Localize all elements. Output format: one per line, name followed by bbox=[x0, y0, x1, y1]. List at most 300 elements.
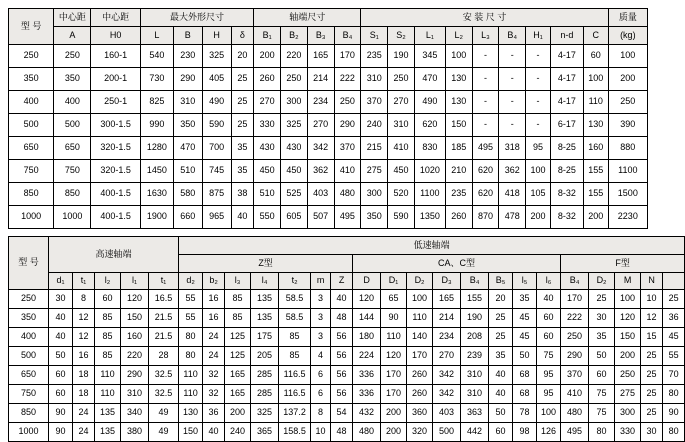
t2-col-l4: l₄ bbox=[251, 273, 279, 290]
cell: 234 bbox=[433, 328, 461, 347]
cell: 8-32 bbox=[550, 183, 583, 206]
cell: 470 bbox=[173, 137, 202, 160]
cell: 100 bbox=[608, 45, 647, 68]
t2-col-d2: d₂ bbox=[179, 273, 203, 290]
cell: 205 bbox=[251, 347, 279, 366]
dimensions-table bbox=[8, 8, 648, 229]
cell: 4-17 bbox=[550, 45, 583, 68]
t1-col-H1: H₁ bbox=[526, 27, 551, 45]
cell: 200 bbox=[526, 206, 551, 229]
cell: - bbox=[472, 68, 499, 91]
cell: 12 bbox=[73, 309, 95, 328]
cell: 32.5 bbox=[149, 366, 179, 385]
t2-col-D2f: D₂ bbox=[589, 273, 615, 290]
cell: 10 bbox=[641, 290, 663, 309]
cell: 310 bbox=[173, 91, 202, 114]
cell: 120 bbox=[615, 309, 641, 328]
cell: 170 bbox=[381, 385, 407, 404]
t2-col-l1: l₁ bbox=[121, 273, 149, 290]
cell: 55 bbox=[663, 347, 685, 366]
cell: 85 bbox=[95, 347, 121, 366]
cell: 320 bbox=[407, 423, 433, 442]
cell: 40 bbox=[537, 290, 561, 309]
cell: 235 bbox=[361, 45, 388, 68]
cell: 250 bbox=[280, 68, 307, 91]
t2-col-l3: l₃ bbox=[225, 273, 251, 290]
cell: 100 bbox=[583, 68, 608, 91]
cell: 239 bbox=[461, 347, 489, 366]
t2-col-l2: l₂ bbox=[95, 273, 121, 290]
cell: 410 bbox=[334, 160, 361, 183]
cell: 90 bbox=[49, 404, 73, 423]
cell: 65 bbox=[381, 290, 407, 309]
cell: 410 bbox=[561, 385, 589, 404]
cell: 68 bbox=[513, 385, 537, 404]
cell: 55 bbox=[179, 309, 203, 328]
cell: 700 bbox=[202, 137, 231, 160]
cell: 80 bbox=[179, 347, 203, 366]
t1-col-S1: S₁ bbox=[361, 27, 388, 45]
cell: 318 bbox=[499, 137, 526, 160]
cell: 16 bbox=[203, 309, 225, 328]
cell: 222 bbox=[334, 68, 361, 91]
t1-col-B: B bbox=[173, 27, 202, 45]
cell: 1000 bbox=[54, 206, 91, 229]
cell: 250 bbox=[561, 328, 589, 347]
cell: 24 bbox=[203, 328, 225, 347]
cell: 450 bbox=[388, 160, 415, 183]
t2-col-M: M bbox=[615, 273, 641, 290]
t2-col-D1: D₁ bbox=[381, 273, 407, 290]
cell: 8 bbox=[311, 404, 331, 423]
cell: 4-17 bbox=[550, 68, 583, 91]
cell: 370 bbox=[361, 91, 388, 114]
cell: 400-1.5 bbox=[91, 183, 140, 206]
cell: 750 bbox=[9, 160, 54, 183]
cell: 350 bbox=[9, 68, 54, 91]
cell: 4 bbox=[311, 347, 331, 366]
cell: 10 bbox=[311, 423, 331, 442]
cell: 336 bbox=[353, 385, 381, 404]
cell: 40 bbox=[489, 366, 513, 385]
cell: 6-17 bbox=[550, 114, 583, 137]
cell: 450 bbox=[280, 160, 307, 183]
t1-header-model: 型 号 bbox=[9, 9, 54, 45]
cell: 110 bbox=[583, 91, 608, 114]
cell: 85 bbox=[95, 328, 121, 347]
t2-col-B5: B₅ bbox=[489, 273, 513, 290]
table-row bbox=[9, 206, 648, 229]
cell: 155 bbox=[461, 290, 489, 309]
cell: 363 bbox=[461, 404, 489, 423]
cell: 234 bbox=[307, 91, 334, 114]
t1-col-S2: S₂ bbox=[388, 27, 415, 45]
cell: 220 bbox=[121, 347, 149, 366]
t2-col-D: D bbox=[353, 273, 381, 290]
cell: 95 bbox=[537, 385, 561, 404]
cell: 510 bbox=[173, 160, 202, 183]
table-row bbox=[9, 114, 648, 137]
cell: 30 bbox=[49, 290, 73, 309]
cell: 215 bbox=[361, 137, 388, 160]
cell: 110 bbox=[179, 366, 203, 385]
cell: 400 bbox=[9, 91, 54, 114]
cell: 85 bbox=[279, 347, 311, 366]
cell: 250 bbox=[388, 68, 415, 91]
cell: - bbox=[526, 45, 551, 68]
cell: 403 bbox=[307, 183, 334, 206]
cell: 400 bbox=[9, 328, 49, 347]
cell: 965 bbox=[202, 206, 231, 229]
t2-col-extra1 bbox=[663, 273, 685, 290]
t1-col-H: H bbox=[202, 27, 231, 45]
t2-header-high-speed: 高速轴端 bbox=[49, 237, 179, 273]
t2-col-b2: b₂ bbox=[203, 273, 225, 290]
cell: 490 bbox=[414, 91, 445, 114]
cell: 85 bbox=[225, 309, 251, 328]
cell: 450 bbox=[254, 160, 281, 183]
cell: 3 bbox=[311, 290, 331, 309]
cell: 650 bbox=[54, 137, 91, 160]
table-row bbox=[9, 404, 685, 423]
cell: 25 bbox=[489, 328, 513, 347]
cell: 300 bbox=[280, 91, 307, 114]
cell: 24 bbox=[73, 404, 95, 423]
cell: 110 bbox=[95, 366, 121, 385]
cell: 336 bbox=[353, 366, 381, 385]
cell: 200 bbox=[608, 68, 647, 91]
cell: 12 bbox=[641, 309, 663, 328]
cell: 160 bbox=[121, 328, 149, 347]
cell: 1280 bbox=[140, 137, 173, 160]
shaft-end-table bbox=[8, 236, 685, 442]
cell: 98 bbox=[513, 423, 537, 442]
cell: 60 bbox=[489, 423, 513, 442]
cell: 75 bbox=[589, 404, 615, 423]
cell: 290 bbox=[121, 366, 149, 385]
cell: 16 bbox=[73, 347, 95, 366]
t1-col-delta: δ bbox=[231, 27, 254, 45]
table-row bbox=[9, 183, 648, 206]
cell: 160 bbox=[583, 137, 608, 160]
cell: 160-1 bbox=[91, 45, 140, 68]
t1-col-A: A bbox=[54, 27, 91, 45]
cell: 342 bbox=[433, 366, 461, 385]
cell: 150 bbox=[445, 114, 472, 137]
table-row bbox=[9, 290, 685, 309]
cell: 6 bbox=[311, 366, 331, 385]
cell: 2230 bbox=[608, 206, 647, 229]
cell: - bbox=[499, 91, 526, 114]
cell: 1000 bbox=[9, 423, 49, 442]
t1-header-mass: 质量 bbox=[608, 9, 647, 27]
cell: 16.5 bbox=[149, 290, 179, 309]
cell: 135 bbox=[95, 423, 121, 442]
cell: 620 bbox=[472, 183, 499, 206]
cell: 250-1 bbox=[91, 91, 140, 114]
cell: 400-1.5 bbox=[91, 206, 140, 229]
cell: - bbox=[499, 68, 526, 91]
cell: 350 bbox=[9, 309, 49, 328]
t1-col-L2: L₂ bbox=[445, 27, 472, 45]
cell: 650 bbox=[9, 137, 54, 160]
cell: 660 bbox=[173, 206, 202, 229]
cell: 220 bbox=[280, 45, 307, 68]
cell: 32.5 bbox=[149, 385, 179, 404]
cell: 15 bbox=[641, 328, 663, 347]
cell: 25 bbox=[489, 309, 513, 328]
cell: 144 bbox=[353, 309, 381, 328]
cell: 1020 bbox=[414, 160, 445, 183]
cell: 390 bbox=[608, 114, 647, 137]
cell: 325 bbox=[202, 45, 231, 68]
cell: 200-1 bbox=[91, 68, 140, 91]
cell: 80 bbox=[663, 385, 685, 404]
cell: 290 bbox=[334, 114, 361, 137]
cell: 25 bbox=[231, 91, 254, 114]
t1-col-H0: H0 bbox=[91, 27, 140, 45]
cell: 38 bbox=[231, 183, 254, 206]
t1-header-center-distance-h0: 中心距 bbox=[91, 9, 140, 27]
t2-header-low-speed: 低速轴端 bbox=[179, 237, 685, 255]
t2-header-z-type: Z型 bbox=[179, 255, 353, 273]
cell: 120 bbox=[121, 290, 149, 309]
cell: 8-25 bbox=[550, 160, 583, 183]
cell: 80 bbox=[589, 423, 615, 442]
cell: 100 bbox=[537, 404, 561, 423]
cell: 90 bbox=[381, 309, 407, 328]
cell: 300 bbox=[615, 404, 641, 423]
cell: 95 bbox=[537, 366, 561, 385]
cell: 165 bbox=[307, 45, 334, 68]
cell: 56 bbox=[331, 366, 353, 385]
cell: 290 bbox=[561, 347, 589, 366]
t2-col-N: N bbox=[641, 273, 663, 290]
cell: 200 bbox=[225, 404, 251, 423]
cell: 285 bbox=[251, 366, 279, 385]
cell: 130 bbox=[179, 404, 203, 423]
cell: 180 bbox=[353, 328, 381, 347]
cell: 285 bbox=[251, 385, 279, 404]
cell: 25 bbox=[231, 68, 254, 91]
cell: 214 bbox=[433, 309, 461, 328]
cell: 56 bbox=[331, 347, 353, 366]
cell: 340 bbox=[121, 404, 149, 423]
t2-col-B4: B₄ bbox=[461, 273, 489, 290]
cell: 85 bbox=[279, 328, 311, 347]
cell: 370 bbox=[561, 366, 589, 385]
t1-col-B1: B₁ bbox=[254, 27, 281, 45]
cell: 60 bbox=[537, 309, 561, 328]
cell: 200 bbox=[615, 347, 641, 366]
cell: 45 bbox=[513, 328, 537, 347]
cell: 325 bbox=[280, 114, 307, 137]
t1-header-center-distance-a: 中心距 bbox=[54, 9, 91, 27]
cell: 18 bbox=[73, 385, 95, 404]
t2-col-l5: l₅ bbox=[513, 273, 537, 290]
cell: 40 bbox=[49, 309, 73, 328]
cell: 165 bbox=[225, 366, 251, 385]
cell: 100 bbox=[445, 45, 472, 68]
cell: - bbox=[526, 91, 551, 114]
cell: 550 bbox=[254, 206, 281, 229]
cell: 36 bbox=[203, 404, 225, 423]
cell: 250 bbox=[9, 45, 54, 68]
table-row bbox=[9, 423, 685, 442]
cell: 6 bbox=[311, 385, 331, 404]
cell: 30 bbox=[589, 309, 615, 328]
cell: 120 bbox=[353, 290, 381, 309]
cell: 208 bbox=[461, 328, 489, 347]
cell: 135 bbox=[95, 404, 121, 423]
cell: 40 bbox=[203, 423, 225, 442]
cell: 830 bbox=[414, 137, 445, 160]
cell: 85 bbox=[225, 290, 251, 309]
cell: 105 bbox=[526, 183, 551, 206]
cell: 116.5 bbox=[279, 366, 311, 385]
t2-col-m: m bbox=[311, 273, 331, 290]
cell: 500 bbox=[54, 114, 91, 137]
cell: 480 bbox=[353, 423, 381, 442]
cell: 54 bbox=[331, 404, 353, 423]
cell: - bbox=[472, 114, 499, 137]
cell: 130 bbox=[445, 68, 472, 91]
cell: 430 bbox=[280, 137, 307, 160]
t2-header-model: 型 号 bbox=[9, 237, 49, 290]
t2-col-D3: D₃ bbox=[433, 273, 461, 290]
cell: 250 bbox=[334, 91, 361, 114]
cell: 200 bbox=[583, 206, 608, 229]
cell: 310 bbox=[388, 114, 415, 137]
cell: 350 bbox=[361, 206, 388, 229]
cell: 250 bbox=[608, 91, 647, 114]
cell: 24 bbox=[73, 423, 95, 442]
cell: 403 bbox=[433, 404, 461, 423]
cell: 880 bbox=[608, 137, 647, 160]
cell: 330 bbox=[254, 114, 281, 137]
cell: 250 bbox=[615, 366, 641, 385]
cell: 478 bbox=[499, 206, 526, 229]
cell: 1000 bbox=[9, 206, 54, 229]
cell: 32 bbox=[203, 385, 225, 404]
cell: 500 bbox=[433, 423, 461, 442]
cell: 8-32 bbox=[550, 206, 583, 229]
t1-col-C: C bbox=[583, 27, 608, 45]
cell: 270 bbox=[388, 91, 415, 114]
cell: 50 bbox=[513, 347, 537, 366]
cell: 16 bbox=[203, 290, 225, 309]
cell: 58.5 bbox=[279, 290, 311, 309]
cell: 250 bbox=[9, 290, 49, 309]
cell: 28 bbox=[149, 347, 179, 366]
cell: 745 bbox=[202, 160, 231, 183]
cell: 21.5 bbox=[149, 328, 179, 347]
cell: 170 bbox=[407, 347, 433, 366]
cell: 40 bbox=[49, 328, 73, 347]
table-row bbox=[9, 366, 685, 385]
cell: 270 bbox=[254, 91, 281, 114]
cell: 4-17 bbox=[550, 91, 583, 114]
cell: 20 bbox=[489, 290, 513, 309]
cell: 45 bbox=[513, 309, 537, 328]
t1-header-max-outline: 最大外形尺寸 bbox=[140, 9, 253, 27]
cell: 80 bbox=[663, 423, 685, 442]
cell: 525 bbox=[280, 183, 307, 206]
cell: 590 bbox=[388, 206, 415, 229]
cell: 12 bbox=[73, 328, 95, 347]
t2-col-l6: l₆ bbox=[537, 273, 561, 290]
cell: 405 bbox=[202, 68, 231, 91]
table-row bbox=[9, 137, 648, 160]
cell: 40 bbox=[231, 206, 254, 229]
cell: 620 bbox=[472, 160, 499, 183]
cell: 56 bbox=[331, 385, 353, 404]
cell: 750 bbox=[54, 160, 91, 183]
t1-col-L: L bbox=[140, 27, 173, 45]
cell: 130 bbox=[445, 91, 472, 114]
cell: 78 bbox=[513, 404, 537, 423]
cell: 362 bbox=[499, 160, 526, 183]
cell: 8-25 bbox=[550, 137, 583, 160]
cell: 875 bbox=[202, 183, 231, 206]
cell: 240 bbox=[225, 423, 251, 442]
cell: 165 bbox=[433, 290, 461, 309]
cell: 580 bbox=[173, 183, 202, 206]
cell: 214 bbox=[307, 68, 334, 91]
cell: 50 bbox=[589, 347, 615, 366]
cell: 21.5 bbox=[149, 309, 179, 328]
cell: 870 bbox=[472, 206, 499, 229]
t2-col-Z: Z bbox=[331, 273, 353, 290]
cell: 18 bbox=[73, 366, 95, 385]
cell: 25 bbox=[641, 404, 663, 423]
cell: 25 bbox=[589, 290, 615, 309]
cell: 130 bbox=[583, 114, 608, 137]
cell: 68 bbox=[513, 366, 537, 385]
cell: - bbox=[499, 45, 526, 68]
cell: 60 bbox=[537, 328, 561, 347]
cell: 90 bbox=[49, 423, 73, 442]
cell: 650 bbox=[9, 366, 49, 385]
cell: 275 bbox=[361, 160, 388, 183]
cell: 200 bbox=[381, 423, 407, 442]
cell: 110 bbox=[95, 385, 121, 404]
cell: 36 bbox=[663, 309, 685, 328]
cell: 430 bbox=[254, 137, 281, 160]
cell: 190 bbox=[461, 309, 489, 328]
cell: 310 bbox=[461, 366, 489, 385]
cell: 240 bbox=[361, 114, 388, 137]
cell: 495 bbox=[561, 423, 589, 442]
cell: 730 bbox=[140, 68, 173, 91]
cell: 990 bbox=[140, 114, 173, 137]
cell: 100 bbox=[407, 290, 433, 309]
cell: 325 bbox=[251, 404, 279, 423]
cell: 410 bbox=[388, 137, 415, 160]
cell: 480 bbox=[561, 404, 589, 423]
cell: 1900 bbox=[140, 206, 173, 229]
cell: 1630 bbox=[140, 183, 173, 206]
cell: 250 bbox=[54, 45, 91, 68]
cell: 342 bbox=[433, 385, 461, 404]
cell: 1350 bbox=[414, 206, 445, 229]
cell: 320-1.5 bbox=[91, 160, 140, 183]
cell: 418 bbox=[499, 183, 526, 206]
cell: 55 bbox=[179, 290, 203, 309]
cell: 222 bbox=[561, 309, 589, 328]
cell: 32 bbox=[203, 366, 225, 385]
cell: 120 bbox=[381, 347, 407, 366]
